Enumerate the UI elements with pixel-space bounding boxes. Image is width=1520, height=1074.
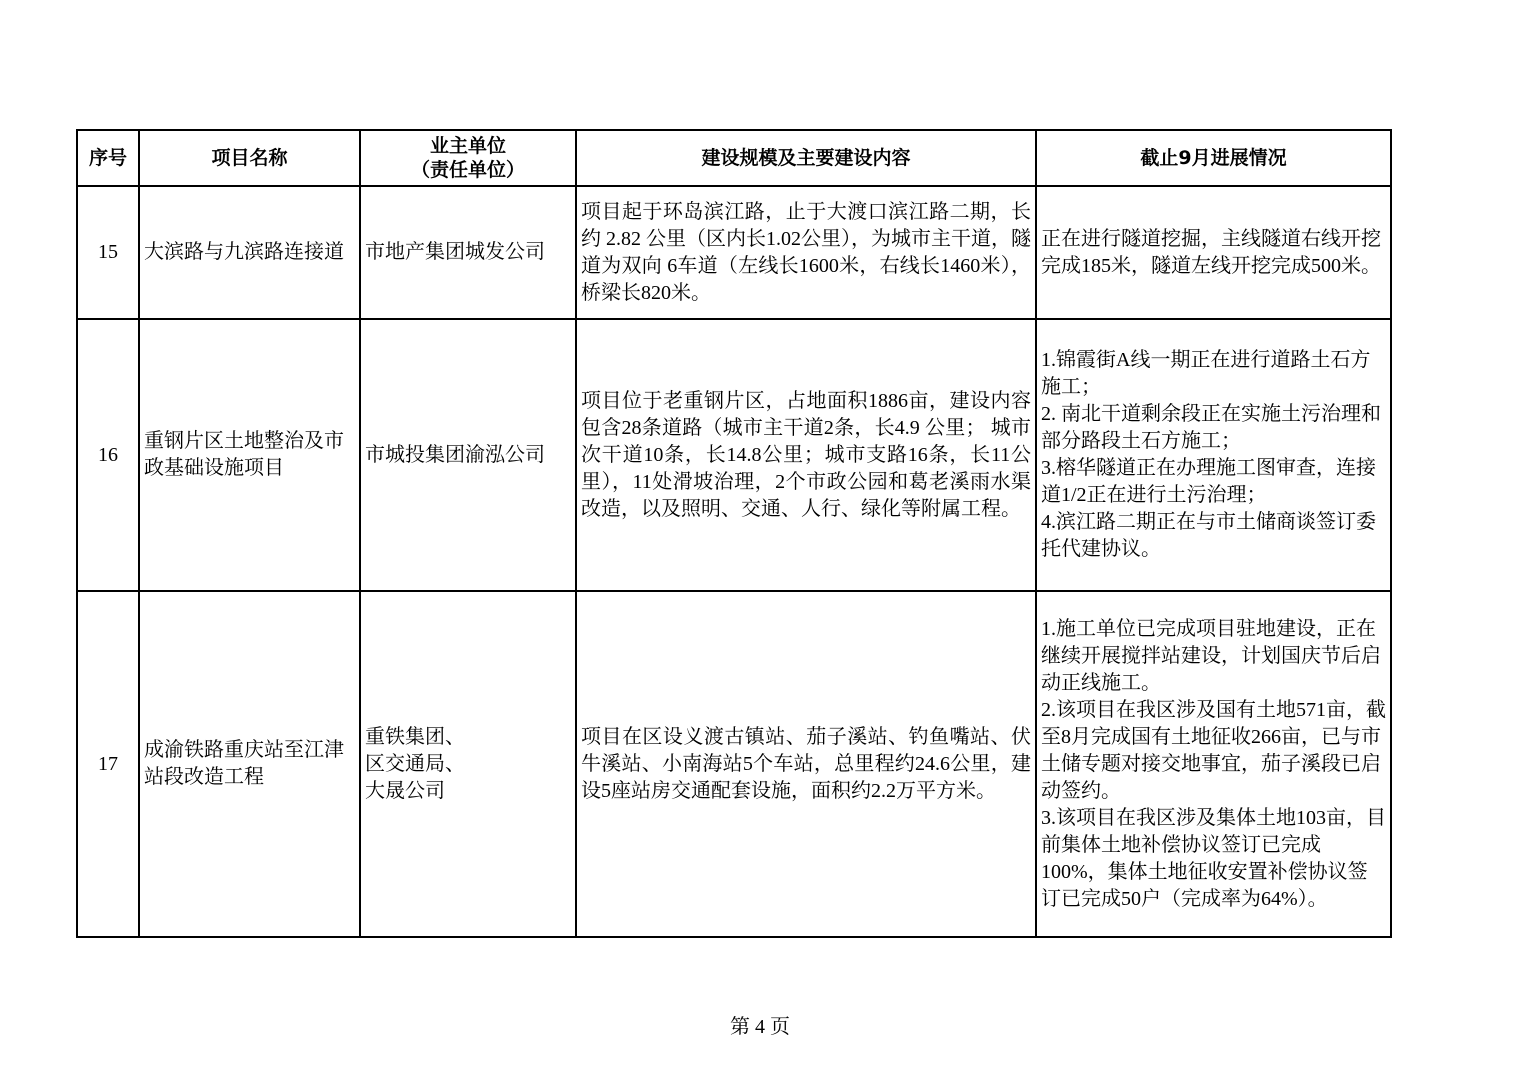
header-serial-number: 序号 — [77, 130, 139, 186]
header-project-name: 项目名称 — [139, 130, 360, 186]
table-row — [77, 186, 1391, 319]
header-owner-line1: 业主单位 — [429, 135, 506, 157]
cell-progress: 1.锦霞街A线一期正在进行道路土石方施工； 2. 南北干道剩余段正在实施土污治理和部分路段土石方施工； 3.榕华隧道正在办理施工图审查，连接道1/2正在进行土污治理； 4.滨江路二期正在与市土储商谈签订委托代建协议。 — [1036, 319, 1391, 591]
cell-progress: 1.施工单位已完成项目驻地建设，正在继续开展搅拌站建设，计划国庆节后启动正线施工。 2.该项目在我区涉及国有土地571亩，截至8月完成国有土地征收266亩，已与市土储专题对接交地事宜，茄子溪段已启动签约。 3.该项目在我区涉及集体土地103亩，目前集体土地补偿协议签订已完成100%，集体土地征收安置补偿协议签订已完成50户（完成率为64%）。 — [1036, 591, 1391, 937]
header-owner-line2: （责任单位） — [410, 159, 525, 181]
cell-serial-number: 17 — [77, 591, 139, 937]
cell-construction-scope: 项目起于环岛滨江路，止于大渡口滨江路二期，长约 2.82 公里（区内长1.02公里），为城市主干道，隧道为双向 6车道（左线长1600米，右线长1460米），桥梁长820米。 — [576, 186, 1036, 319]
header-construction-scope: 建设规模及主要建设内容 — [576, 130, 1036, 186]
cell-project-name: 大滨路与九滨路连接道 — [139, 186, 360, 319]
page-number: 第 4 页 — [730, 1016, 790, 1038]
cell-construction-scope: 项目在区设义渡古镇站、茄子溪站、钓鱼嘴站、伏牛溪站、小南海站5个车站，总里程约24.6公里，建设5座站房交通配套设施，面积约2.2万平方米。 — [576, 591, 1036, 937]
cell-owner-unit: 市城投集团渝泓公司 — [360, 319, 576, 591]
cell-project-name: 成渝铁路重庆站至江津站段改造工程 — [139, 591, 360, 937]
cell-owner-unit: 市地产集团城发公司 — [360, 186, 576, 319]
cell-serial-number: 15 — [77, 186, 139, 319]
table-row — [77, 591, 1391, 937]
cell-owner-unit: 重铁集团、 区交通局、 大晟公司 — [360, 591, 576, 937]
header-progress: 截止9月进展情况 — [1036, 130, 1391, 186]
project-progress-table — [76, 129, 1392, 938]
cell-construction-scope: 项目位于老重钢片区，占地面积1886亩，建设内容包含28条道路（城市主干道2条，长4.9 公里； 城市次干道10条，长14.8公里；城市支路16条，长11公里），11处滑坡治理，2个市政公园和葛老溪雨水渠改造，以及照明、交通、人行、绿化等附属工程。 — [576, 319, 1036, 591]
table-header-row — [77, 130, 1391, 186]
cell-progress: 正在进行隧道挖掘，主线隧道右线开挖完成185米，隧道左线开挖完成500米。 — [1036, 186, 1391, 319]
header-owner-unit — [360, 130, 576, 186]
cell-serial-number: 16 — [77, 319, 139, 591]
cell-project-name: 重钢片区土地整治及市政基础设施项目 — [139, 319, 360, 591]
table-row — [77, 319, 1391, 591]
